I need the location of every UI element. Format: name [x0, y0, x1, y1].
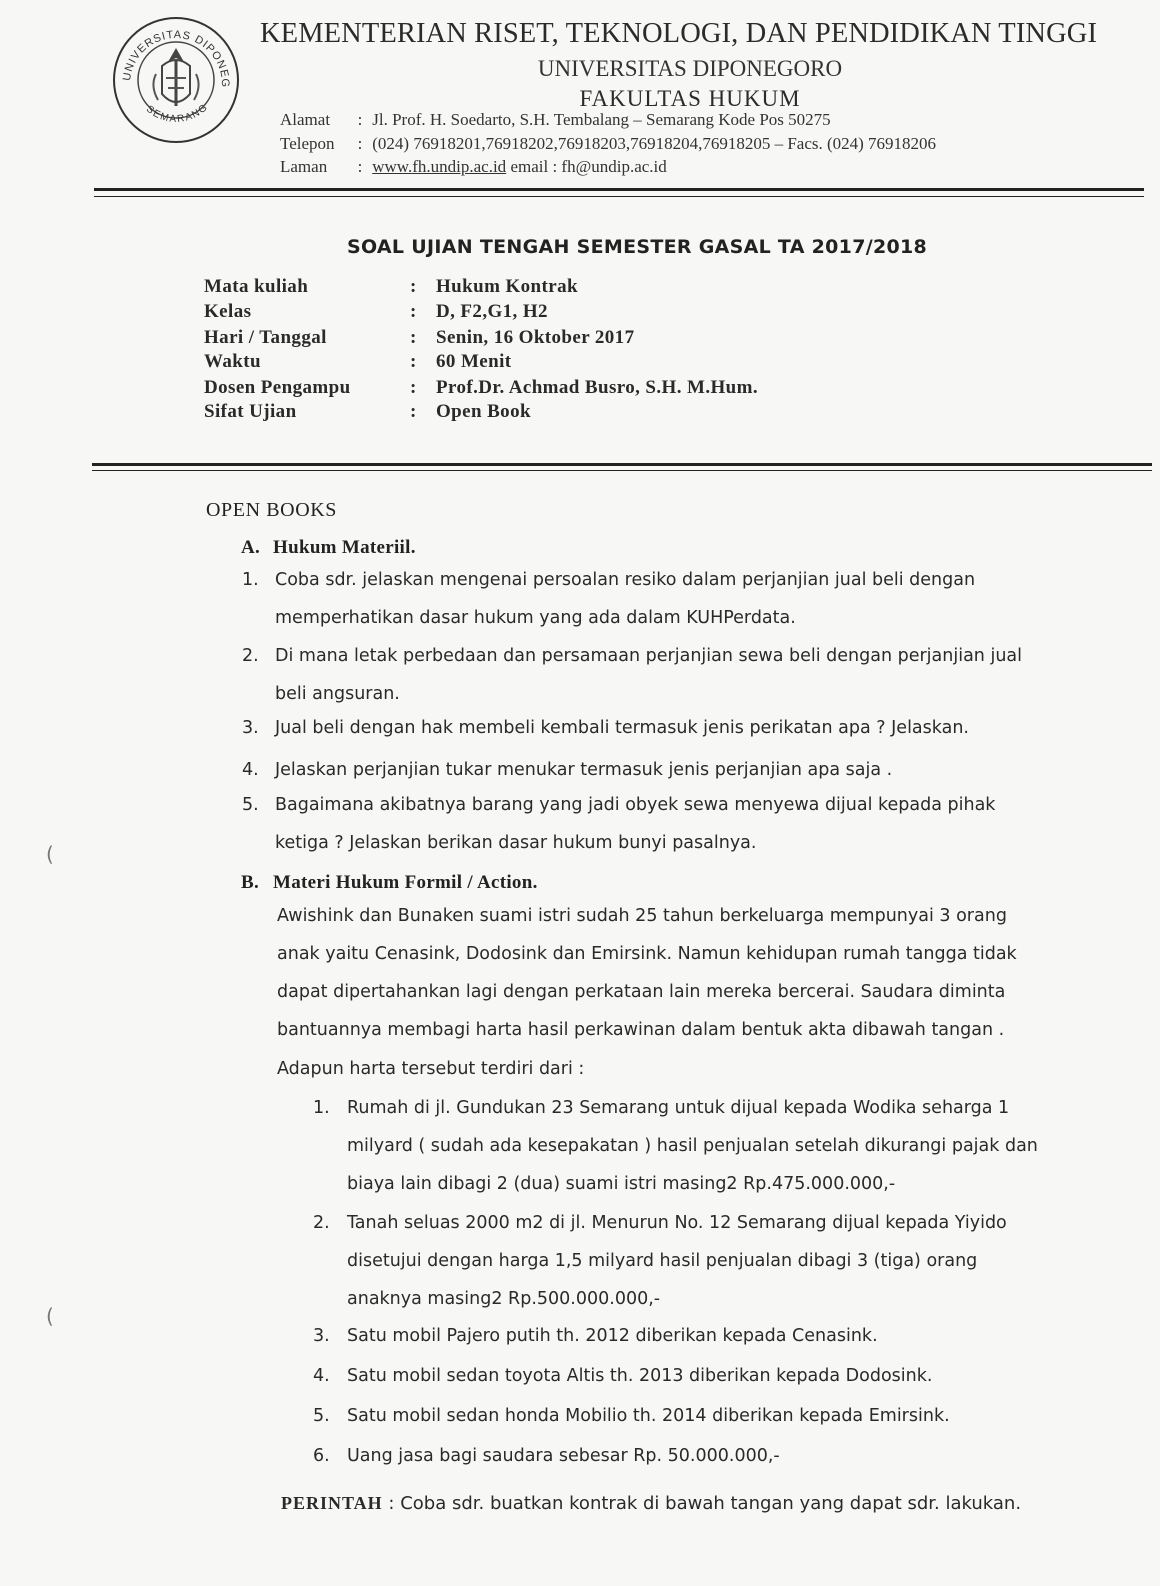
- paragraph-line: Awishink dan Bunaken suami istri sudah 25 tahun berkeluarga mempunyai 3 orang: [277, 906, 1007, 926]
- exam-info-label: Mata kuliah: [204, 276, 309, 297]
- asset-line: milyard ( sudah ada kesepakatan ) hasil penjualan setelah dikurangi pajak dan: [347, 1136, 1038, 1156]
- exam-info-colon: :: [410, 327, 417, 348]
- perintah-label: PERINTAH: [281, 1493, 383, 1513]
- exam-info-row: [204, 351, 512, 373]
- phone-line: Telepon : (024) 76918201,76918202,76918203,76918204,76918205 – Facs. (024) 76918206: [280, 134, 937, 153]
- exam-title: SOAL UJIAN TENGAH SEMESTER GASAL TA 2017/2018: [347, 236, 928, 258]
- exam-info-row: [204, 377, 758, 399]
- exam-info-value: Open Book: [436, 401, 531, 422]
- paragraph-line: dapat dipertahankan lagi dengan perkataan lain mereka bercerai. Saudara diminta: [277, 982, 1006, 1002]
- scan-artifact: (: [46, 842, 54, 866]
- exam-info-colon: :: [410, 351, 417, 372]
- question-number: 2.: [242, 646, 259, 666]
- exam-info-label: Kelas: [204, 301, 252, 322]
- section-a-letter: A.: [241, 537, 261, 558]
- section-b-title: [241, 872, 538, 894]
- exam-info-colon: :: [410, 377, 417, 398]
- paragraph-line: Adapun harta tersebut terdiri dari :: [277, 1059, 585, 1079]
- university-name: UNIVERSITAS DIPONEGORO: [537, 56, 843, 81]
- asset-line: Satu mobil sedan toyota Altis th. 2013 diberikan kepada Dodosink.: [347, 1366, 933, 1386]
- exam-info-colon: :: [410, 401, 417, 422]
- asset-line: Satu mobil sedan honda Mobilio th. 2014 diberikan kepada Emirsink.: [347, 1406, 950, 1426]
- asset-line: disetujui dengan harga 1,5 milyard hasil penjualan dibagi 3 (tiga) orang: [347, 1251, 978, 1271]
- question-line: Jual beli dengan hak membeli kembali termasuk jenis perikatan apa ? Jelaskan.: [275, 718, 969, 738]
- phone-label: Telepon: [280, 134, 335, 153]
- asset-line: anaknya masing2 Rp.500.000.000,-: [347, 1289, 661, 1309]
- exam-info-value: D, F2,G1, H2: [436, 301, 548, 322]
- question-number: 3.: [242, 718, 259, 738]
- letterhead-rule-thick: [94, 188, 1144, 191]
- web-label: Laman: [280, 157, 328, 176]
- question-line: Bagaimana akibatnya barang yang jadi obyek sewa menyewa dijual kepada pihak: [275, 795, 996, 815]
- email-text: email : fh@undip.ac.id: [510, 157, 667, 176]
- ministry-title: KEMENTERIAN RISET, TEKNOLOGI, DAN PENDIDIKAN TINGGI: [260, 18, 1098, 49]
- exam-info-label: Waktu: [204, 351, 261, 372]
- exam-info-label: Dosen Pengampu: [204, 377, 351, 398]
- asset-number: 2.: [313, 1213, 330, 1233]
- asset-line: Uang jasa bagi saudara sebesar Rp. 50.000.000,-: [347, 1446, 780, 1466]
- exam-info-value: Prof.Dr. Achmad Busro, S.H. M.Hum.: [436, 377, 759, 398]
- asset-number: 6.: [313, 1446, 330, 1466]
- exam-info-row: [204, 327, 634, 349]
- question-line: beli angsuran.: [275, 684, 400, 704]
- section-a-label: Hukum Materiil.: [273, 537, 416, 558]
- section-a-title: [241, 537, 416, 559]
- faculty-name: FAKULTAS HUKUM: [579, 86, 801, 111]
- section-b-label: Materi Hukum Formil / Action.: [273, 872, 538, 893]
- question-number: 1.: [242, 570, 259, 590]
- question-line: ketiga ? Jelaskan berikan dasar hukum bunyi pasalnya.: [275, 833, 757, 853]
- paragraph-line: anak yaitu Cenasink, Dodosink dan Emirsink. Namun kehidupan rumah tangga tidak: [277, 944, 1017, 964]
- exam-info-row: [204, 276, 578, 298]
- letterhead-rule-thin: [94, 196, 1144, 197]
- exam-info-row: [204, 401, 531, 423]
- exam-info-row: [204, 301, 548, 323]
- asset-line: Tanah seluas 2000 m2 di jl. Menurun No. 12 Semarang dijual kepada Yiyido: [347, 1213, 1007, 1233]
- address-line: Alamat : Jl. Prof. H. Soedarto, S.H. Tembalang – Semarang Kode Pos 50275: [280, 110, 831, 129]
- perintah-text: : Coba sdr. buatkan kontrak di bawah tangan yang dapat sdr. lakukan.: [388, 1493, 1022, 1514]
- svg-text:SEMARANG: SEMARANG: [143, 101, 211, 125]
- asset-line: Rumah di jl. Gundukan 23 Semarang untuk dijual kepada Wodika seharga 1: [347, 1098, 1010, 1118]
- exam-info-label: Sifat Ujian: [204, 401, 297, 422]
- address-label: Alamat: [280, 110, 331, 129]
- asset-line: Satu mobil Pajero putih th. 2012 diberikan kepada Cenasink.: [347, 1326, 878, 1346]
- question-line: Jelaskan perjanjian tukar menukar termasuk jenis perjanjian apa saja .: [275, 760, 893, 780]
- website-link[interactable]: www.fh.undip.ac.id: [372, 157, 507, 176]
- asset-number: 4.: [313, 1366, 330, 1386]
- info-rule-thick: [92, 463, 1152, 466]
- phone-value: (024) 76918201,76918202,76918203,76918204,76918205 – Facs. (024) 76918206: [372, 134, 937, 153]
- info-rule-thin: [92, 470, 1152, 471]
- paragraph-line: bantuannya membagi harta hasil perkawinan dalam bentuk akta dibawah tangan .: [277, 1020, 1005, 1040]
- section-b-letter: B.: [241, 872, 260, 893]
- asset-line: biaya lain dibagi 2 (dua) suami istri masing2 Rp.475.000.000,-: [347, 1174, 896, 1194]
- svg-text:UNIVERSITAS DIPONEGORO: UNIVERSITAS DIPONEG: [120, 28, 232, 89]
- question-line: Di mana letak perbedaan dan persamaan perjanjian sewa beli dengan perjanjian jual: [275, 646, 1022, 666]
- exam-info-value: 60 Menit: [436, 351, 512, 372]
- question-line: memperhatikan dasar hukum yang ada dalam KUHPerdata.: [275, 608, 796, 628]
- exam-info-value: Hukum Kontrak: [436, 276, 578, 297]
- asset-number: 1.: [313, 1098, 330, 1118]
- asset-number: 3.: [313, 1326, 330, 1346]
- exam-info-colon: :: [410, 276, 417, 297]
- exam-info-colon: :: [410, 301, 417, 322]
- address-value: Jl. Prof. H. Soedarto, S.H. Tembalang – Semarang Kode Pos 50275: [372, 110, 831, 129]
- asset-number: 5.: [313, 1406, 330, 1426]
- question-number: 4.: [242, 760, 259, 780]
- question-line: Coba sdr. jelaskan mengenai persoalan resiko dalam perjanjian jual beli dengan: [275, 570, 976, 590]
- web-line: Laman : www.fh.undip.ac.id email : fh@undip.ac.id: [280, 157, 667, 176]
- exam-info-value: Senin, 16 Oktober 2017: [436, 327, 635, 348]
- question-number: 5.: [242, 795, 259, 815]
- exam-info-label: Hari / Tanggal: [204, 327, 327, 348]
- perintah-line: [281, 1493, 1021, 1514]
- open-books-heading: OPEN BOOKS: [206, 499, 338, 521]
- scan-artifact: (: [46, 1304, 54, 1328]
